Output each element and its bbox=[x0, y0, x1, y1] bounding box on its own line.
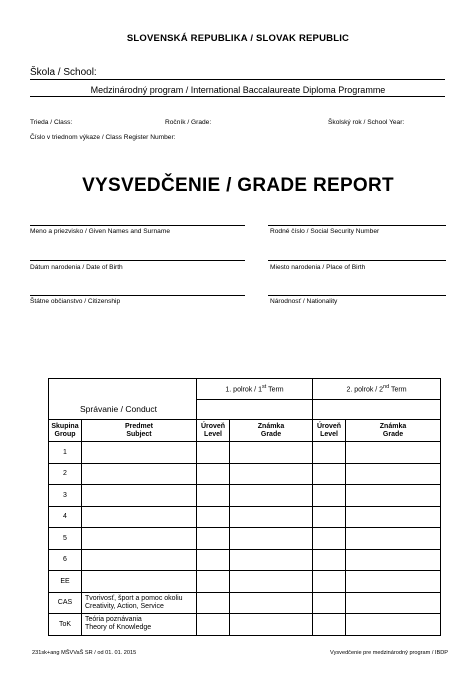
term2-grade-cell[interactable] bbox=[346, 442, 441, 464]
subject-en: Theory of Knowledge bbox=[85, 624, 152, 632]
term1-level-cell[interactable] bbox=[197, 571, 230, 593]
name-line bbox=[30, 225, 245, 226]
conduct-box-left bbox=[48, 378, 49, 419]
school-year-label: Školský rok / School Year: bbox=[328, 119, 405, 126]
term1-level-cell[interactable] bbox=[197, 442, 230, 464]
term1-level-cell[interactable] bbox=[197, 614, 230, 636]
term1-grade-cell[interactable] bbox=[230, 592, 313, 614]
subject-col-header: Predmet Subject bbox=[82, 420, 197, 442]
grade-label: Ročník / Grade: bbox=[165, 119, 212, 126]
term2-grade-cell[interactable] bbox=[346, 485, 441, 507]
class-register-label: Číslo v triednom výkaze / Class Register Number: bbox=[30, 134, 176, 141]
grade-row bbox=[49, 571, 441, 593]
dob-line bbox=[30, 260, 245, 261]
group-cell: EE bbox=[49, 571, 82, 593]
term1-grade-cell[interactable] bbox=[230, 528, 313, 550]
term1-level-cell[interactable] bbox=[197, 528, 230, 550]
ssn-line bbox=[268, 225, 446, 226]
grade-row bbox=[49, 549, 441, 571]
term2-level-cell[interactable] bbox=[313, 592, 346, 614]
nationality-label: Národnosť / Nationality bbox=[270, 298, 338, 305]
citizenship-label: Štátne občianstvo / Citizenship bbox=[30, 298, 121, 305]
term2-grade-cell[interactable] bbox=[346, 571, 441, 593]
group-cell: 5 bbox=[49, 528, 82, 550]
subject-en: Creativity, Action, Service bbox=[85, 602, 164, 610]
group-cell: 6 bbox=[49, 549, 82, 571]
term1-grade-col-header: Známka Grade bbox=[230, 420, 313, 442]
term1-level-cell[interactable] bbox=[197, 592, 230, 614]
group-cell: 3 bbox=[49, 485, 82, 507]
school-line bbox=[30, 79, 445, 80]
term2-level-cell[interactable] bbox=[313, 506, 346, 528]
term1-level-cell[interactable] bbox=[197, 506, 230, 528]
subject-sk: Tvorivosť, šport a pomoc okoliu bbox=[85, 594, 183, 602]
term2-level-cell[interactable] bbox=[313, 485, 346, 507]
grade-row bbox=[49, 442, 441, 464]
program-line bbox=[30, 96, 445, 97]
program-name: Medzinárodný program / International Baccalaureate Diploma Programme bbox=[90, 85, 386, 95]
grade-row bbox=[49, 614, 441, 636]
grade-row bbox=[49, 463, 441, 485]
term2-level-col-header: Úroveň Level bbox=[313, 420, 346, 442]
conduct-label: Správanie / Conduct bbox=[80, 404, 158, 414]
term2-grade-cell[interactable] bbox=[346, 549, 441, 571]
subject-cell[interactable] bbox=[82, 442, 197, 464]
term2-header: 2. polrok / 2nd Term bbox=[313, 379, 441, 400]
subject-cell[interactable] bbox=[82, 506, 197, 528]
grade-rows bbox=[49, 442, 441, 636]
group-cell: CAS bbox=[49, 592, 82, 614]
term1-level-cell[interactable] bbox=[197, 485, 230, 507]
term2-grade-cell[interactable] bbox=[346, 614, 441, 636]
group-col-header: Skupina Group bbox=[49, 420, 82, 442]
term1-level-col-header: Úroveň Level bbox=[197, 420, 230, 442]
conduct-box-top bbox=[48, 378, 196, 379]
grade-row bbox=[49, 485, 441, 507]
term2-grade-col-header: Známka Grade bbox=[346, 420, 441, 442]
subject-cell[interactable] bbox=[82, 549, 197, 571]
term2-grade-cell[interactable] bbox=[346, 463, 441, 485]
class-label: Trieda / Class: bbox=[30, 119, 73, 126]
subject-cell[interactable] bbox=[82, 485, 197, 507]
term1-grade-cell[interactable] bbox=[230, 463, 313, 485]
term1-level-cell[interactable] bbox=[197, 463, 230, 485]
term2-level-cell[interactable] bbox=[313, 614, 346, 636]
citizenship-line bbox=[30, 295, 245, 296]
subject-cell[interactable] bbox=[82, 592, 197, 614]
subject-cell[interactable] bbox=[82, 528, 197, 550]
name-label: Meno a priezvisko / Given Names and Surname bbox=[30, 228, 170, 235]
footer-right: Vysvedčenie pre medzinárodný program / IBDP bbox=[330, 650, 448, 656]
term2-level-cell[interactable] bbox=[313, 549, 346, 571]
subject-sk: Teória poznávania bbox=[85, 616, 142, 624]
term1-header: 1. polrok / 1st Term bbox=[197, 379, 313, 400]
country-header: SLOVENSKÁ REPUBLIKA / SLOVAK REPUBLIC bbox=[126, 33, 350, 44]
school-label: Škola / School: bbox=[30, 67, 97, 78]
group-cell: 4 bbox=[49, 506, 82, 528]
term2-level-cell[interactable] bbox=[313, 463, 346, 485]
subject-cell[interactable] bbox=[82, 614, 197, 636]
term2-grade-cell[interactable] bbox=[346, 592, 441, 614]
subject-cell[interactable] bbox=[82, 463, 197, 485]
grade-row bbox=[49, 528, 441, 550]
subject-cell[interactable] bbox=[82, 571, 197, 593]
term1-level-cell[interactable] bbox=[197, 549, 230, 571]
grade-row bbox=[49, 506, 441, 528]
group-cell: 2 bbox=[49, 463, 82, 485]
term1-grade-cell[interactable] bbox=[230, 485, 313, 507]
footer-left: 231sk+ang MŠVVaŠ SR / od 01. 01. 2015 bbox=[32, 650, 137, 656]
term2-grade-cell[interactable] bbox=[346, 506, 441, 528]
grade-row bbox=[49, 592, 441, 614]
term1-conduct-cell[interactable] bbox=[197, 400, 313, 420]
nationality-line bbox=[268, 295, 446, 296]
dob-label: Dátum narodenia / Date of Birth bbox=[30, 264, 123, 271]
term1-grade-cell[interactable] bbox=[230, 571, 313, 593]
term2-level-cell[interactable] bbox=[313, 442, 346, 464]
grades-table bbox=[48, 378, 441, 636]
document-title: VYSVEDČENIE / GRADE REPORT bbox=[82, 175, 394, 196]
term1-grade-cell[interactable] bbox=[230, 506, 313, 528]
pob-line bbox=[268, 260, 446, 261]
term2-level-cell[interactable] bbox=[313, 571, 346, 593]
term1-grade-cell[interactable] bbox=[230, 614, 313, 636]
pob-label: Miesto narodenia / Place of Birth bbox=[270, 264, 366, 271]
group-cell: 1 bbox=[49, 442, 82, 464]
term1-grade-cell[interactable] bbox=[230, 549, 313, 571]
ssn-label: Rodné číslo / Social Security Number bbox=[270, 228, 380, 235]
term2-level-cell[interactable] bbox=[313, 528, 346, 550]
term2-grade-cell[interactable] bbox=[346, 528, 441, 550]
group-cell: ToK bbox=[49, 614, 82, 636]
term2-conduct-cell[interactable] bbox=[313, 400, 441, 420]
term1-grade-cell[interactable] bbox=[230, 442, 313, 464]
